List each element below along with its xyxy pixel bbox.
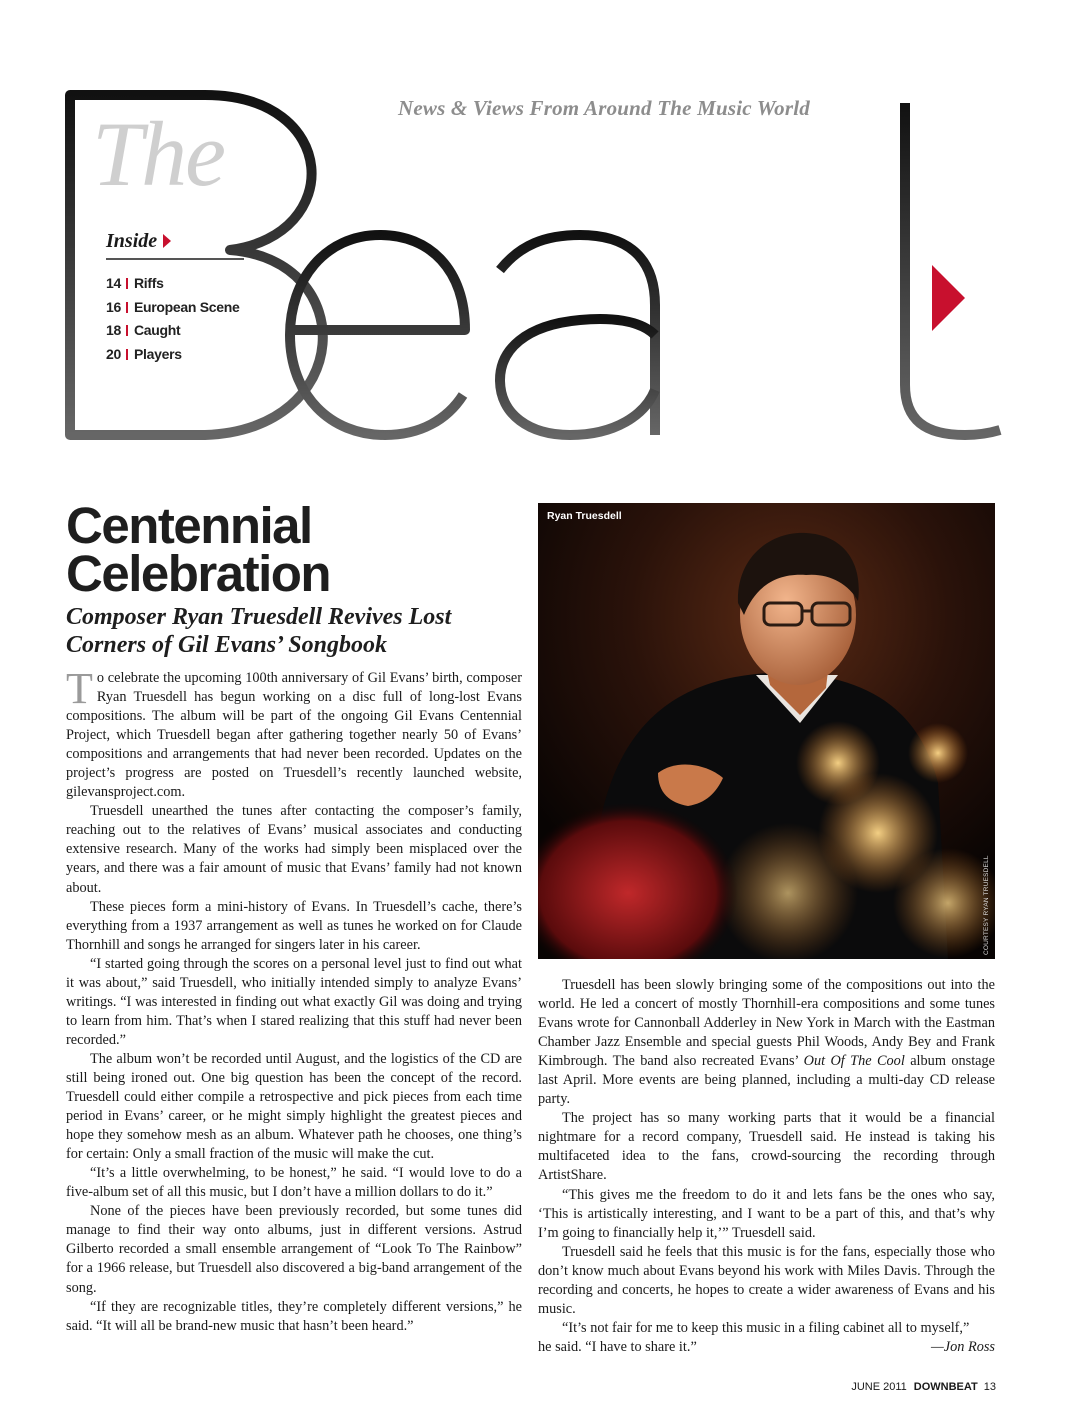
toc-bar [126,302,128,313]
toc-page: 14 [106,275,121,291]
toc-label: Riffs [133,275,164,291]
folio-page-number: 13 [983,1381,996,1393]
folio-magazine: DOWNBEAT [913,1381,978,1393]
page-folio [851,1381,996,1393]
article-paragraph [538,976,995,1109]
byline-line [538,1338,995,1357]
toc-label: Caught [133,322,181,338]
article-headline: Centennial Celebration [66,497,331,602]
toc-page: 18 [106,322,121,338]
article-column-left [66,664,522,1336]
article-paragraph: “If they are recognizable titles, they’re completely different versions,” he said. “It will all be brand-new music that hasn’t been heard.” [66,1298,522,1334]
article-paragraph: The album won’t be recorded until August, and the logistics of the CD are still being ironed out. One big question has been the concept of the record. Truesdell could either compile a retrospective and pick pieces from each time period in Evans’ career, or he might simply highlight the greatest pieces and hope they somehow mesh as an album. Whatever path he chooses, one thing’s for certain: Only a small fraction of the music will make the cut. [66,1050,522,1163]
inside-box [106,228,244,366]
article-paragraph: These pieces form a mini-history of Evans. In Truesdell’s cache, there’s everything from a 1937 arrangement as well as tunes he worked on for Claude Thornhill and songs he arranged for singers later in his career. [66,898,522,953]
inside-title-text: Inside [106,229,158,252]
toc-item[interactable] [106,343,244,367]
article-paragraph: “It’s not fair for me to keep this music in a filing cabinet all to myself,” [562,1319,970,1336]
article-column-right [538,976,995,1357]
toc-bar [126,325,128,336]
red-triangle-marker [932,265,965,331]
article-subhead: Composer Ryan Truesdell Revives Lost Corners of Gil Evans’ Songbook [66,604,452,658]
article-paragraph [66,664,522,802]
masthead-tagline: News & Views From Around The Music World [398,96,810,120]
inside-title [106,228,244,254]
paragraph-text: album onstage last April. More events are being planned, including a multi-day CD release party. [538,1053,995,1108]
toc-item[interactable] [106,319,244,343]
inside-divider [106,258,244,260]
photo-illustration [538,503,995,959]
article-paragraph: None of the pieces have been previously recorded, but some tunes did manage to find their way onto albums, just in different versions. Astrud Gilberto recorded a small ensemble arrangement of “Look To The Rainbow” for a 1966 release, but Truesdell also discovered a big-band arrangement of the song. [66,1203,522,1296]
article-photo [538,503,995,959]
inside-toc [106,272,244,366]
arrow-right-icon [163,234,171,248]
article-paragraph: “This gives me the freedom to do it and lets fans be the ones who say, ‘This is artistically interesting, and I want to be a part of this, and that’s why I’m going to financially help it,’” Truesdell said. [538,1186,995,1241]
masthead-the: The [92,103,224,205]
drop-cap: T [66,664,93,713]
article-paragraph: “It’s a little overwhelming, to be honest,” he said. “I would love to do a five-album set of all this music, but I don’t have a million dollars to do it.” [66,1165,522,1201]
toc-label: Players [133,345,182,362]
byline: —Jon Ross [931,1338,995,1355]
toc-item[interactable] [106,296,244,320]
article-paragraph: Truesdell unearthed the tunes after contacting the composer’s family, reaching out to the relatives of Evans’ musical associates and conducting extensive research. Many of the works had simply been misplaced over the years, and there was a fair amount of music that Evans’ family had not known about. [66,803,522,896]
paragraph-text: Truesdell has been slowly bringing some of the compositions out into the world. He led a concert of mostly Thornhill-era compositions and some tunes Evans wrote for Cannonball Adderley in New York in March with the Eastman Chamber Jazz Ensemble and special guests Phil Woods, Andy Bey and Frank Kimbrough. The band also recreated Evans’ [538,977,995,1070]
toc-item[interactable] [106,272,244,296]
folio-date: JUNE 2011 [851,1381,907,1393]
toc-bar [126,349,128,360]
photo-credit: COURTESY RYAN TRUESDELL [983,855,990,955]
paragraph-text: he said. “I have to share it.” [538,1338,697,1355]
paragraph-text: o celebrate the upcoming 100th anniversary of Gil Evans’ birth, composer Ryan Truesdell has begun working on a disc full of long-lost Evans compositions. The album will be part of the ongoing Gil Evans Centennial Project, which Truesdell began after gathering together nearly 50 of Evans’ compositions and arrangements that had never been recorded. Updates on the project’s progress are posted on Truesdell’s recently launched website, gilevansproject.com. [66,670,522,801]
album-title: Out Of The Cool [803,1053,905,1070]
toc-page: 16 [106,298,121,315]
toc-label: European Scene [133,298,240,315]
photo-caption: Ryan Truesdell [547,510,622,522]
article-paragraph: The project has so many working parts that it would be a financial nightmare for a record company, Truesdell said. He instead is taking his multifaceted idea to the fans, crowd-sourcing the recording through ArtistShare. [538,1110,995,1184]
article-paragraph: “I started going through the scores on a personal level just to find out what it was about,” said Truesdell, who initially intended simply to analyze Evans’ writings. “I was interested in finding out what exactly Gil was doing and trying to learn from him. That’s when I stared realizing that this stuff had never been recorded.” [66,955,522,1048]
toc-bar [126,278,128,289]
toc-page: 20 [106,345,121,362]
article-paragraph: Truesdell said he feels that this music is for the fans, especially those who don’t know much about Evans beyond his work with Miles Davis. Through the recording and concerts, he hopes to create a wider awareness of Evans and his music. [538,1243,995,1317]
